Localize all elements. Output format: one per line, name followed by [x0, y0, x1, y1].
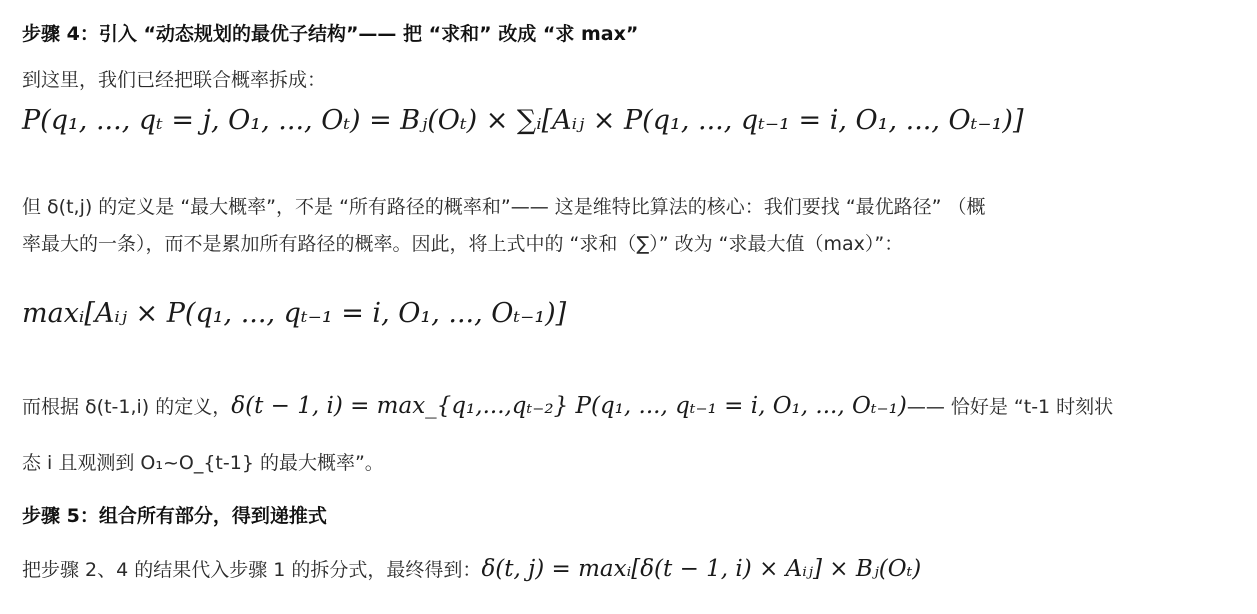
step-4-heading: 步骤 4：引入 “动态规划的最优子结构”—— 把 “求和” 改成 “求 max” [22, 23, 639, 45]
delta-definition-formula: δ(t − 1, i) = max_{q₁,...,qₜ₋₂} P(q₁, ..., qₜ₋₁ = i, O₁, ..., Oₜ₋₁) [231, 393, 907, 419]
step-4-paragraph-1-line-1: 但 δ(t,j) 的定义是 “最大概率”，不是 “所有路径的概率和”—— 这是维特比算法的核心：我们要找 “最优路径” （概 [22, 196, 986, 218]
recursion-formula: δ(t, j) = maxᵢ[δ(t − 1, i) × Aᵢⱼ] × Bⱼ(Oₜ) [481, 556, 922, 582]
step-4-paragraph-1-line-2: 率最大的一条），而不是累加所有路径的概率。因此，将上式中的 “求和（∑）” 改为 “求最大值（max）”： [22, 233, 904, 255]
step-4-intro: 到这里，我们已经把联合概率拆成： [22, 69, 327, 91]
paragraph-2-prefix: 而根据 δ(t-1,i) 的定义， [22, 396, 232, 418]
joint-probability-formula: P(q₁, ..., qₜ = j, O₁, ..., Oₜ) = Bⱼ(Oₜ) × ∑ᵢ[Aᵢⱼ × P(q₁, ..., qₜ₋₁ = i, O₁, ..., Oₜ₋₁)] [22, 105, 1024, 136]
step-4-paragraph-2-line-2: 态 i 且观测到 O₁~O_{t-1} 的最大概率”。 [22, 452, 384, 474]
paragraph-2-suffix: —— 恰好是 “t-1 时刻状 [906, 396, 1114, 418]
step-5-heading: 步骤 5：组合所有部分，得到递推式 [22, 505, 327, 527]
step-4-paragraph-2-line-1 [22, 392, 1113, 419]
max-formula: maxᵢ[Aᵢⱼ × P(q₁, ..., qₜ₋₁ = i, O₁, ..., Oₜ₋₁)] [22, 298, 567, 329]
step-5-text-prefix: 把步骤 2、4 的结果代入步骤 1 的拆分式，最终得到： [22, 559, 482, 581]
step-5-text-line [22, 555, 921, 582]
